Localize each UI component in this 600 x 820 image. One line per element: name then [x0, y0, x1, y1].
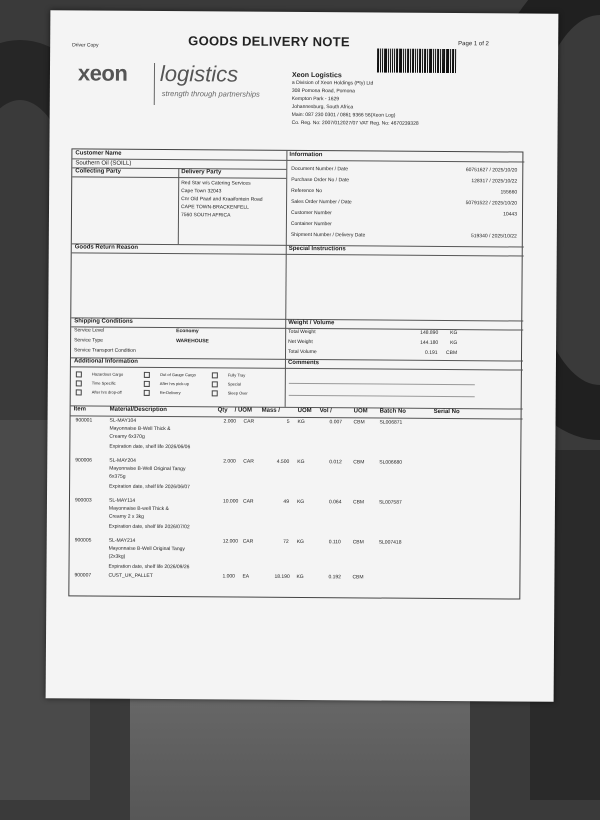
shipping-label: Service Transport Condition	[74, 347, 136, 354]
additional-info-checkboxes	[76, 369, 248, 397]
info-row	[291, 188, 521, 200]
barcode-bar	[380, 49, 381, 73]
item-description: Mayonnaise B-Well Thick &	[109, 425, 171, 433]
barcode-bar	[450, 49, 451, 73]
item-volume: 0.064	[328, 499, 342, 506]
barcode-bar	[396, 49, 398, 73]
info-label: Container Number	[290, 220, 332, 228]
shipping-label: Service Level	[74, 327, 105, 334]
item-mass-uom: KG	[297, 418, 305, 426]
info-value: 10443	[503, 211, 518, 218]
barcode-bar	[394, 49, 395, 73]
item-description: Mayonnaise B-Well Original Tangy	[109, 465, 186, 473]
info-label: Reference No	[291, 187, 323, 195]
barcode-bar	[415, 49, 416, 73]
item-expiry: Expiration date, shelf life 2026/09/26	[108, 563, 190, 571]
col-header-uom: / UOM	[234, 407, 252, 414]
info-row	[291, 177, 521, 189]
item-mass: 49	[283, 498, 290, 505]
delivery-note-paper	[46, 10, 559, 702]
item-description: Creamy 6x370g	[109, 433, 145, 440]
checkbox[interactable]	[144, 381, 150, 387]
checkbox-label: After hrs pick-up	[159, 381, 189, 387]
delivery-line: Red Star w/s Catering Services	[181, 180, 251, 187]
grid-line	[286, 160, 524, 163]
item-code: CUST_UK_PALLET	[108, 572, 153, 579]
barcode-bar	[410, 49, 411, 73]
barcode-bar	[377, 49, 379, 73]
barcode-icon	[377, 49, 457, 74]
item-mass-uom: KG	[296, 573, 304, 581]
company-line: Johannesburg, South Africa	[291, 103, 354, 111]
item-description: (2x3kg)	[108, 553, 126, 560]
comment-line	[289, 395, 475, 397]
item-mass: 4.500	[276, 458, 290, 465]
logo-divider	[154, 63, 155, 105]
customer-name-value: Southern Oil (SOILL)	[75, 160, 132, 167]
comments-header: Comments	[287, 359, 319, 367]
company-address-block	[292, 72, 532, 129]
barcode-bar	[382, 49, 383, 73]
item-batch: SL006680	[379, 459, 403, 466]
goods-return-header: Goods Return Reason	[74, 244, 139, 251]
item-code: SL-MAY104	[109, 417, 137, 424]
customer-name-header: Customer Name	[75, 150, 122, 157]
weight-value: 0.191	[425, 349, 438, 356]
info-value: 155660	[500, 189, 518, 196]
item-number: 900005	[74, 537, 92, 544]
info-value: 60751627 / 2025/10/20	[465, 167, 518, 174]
company-line: Main: 087 230 0301 / 0861 9366 56(Xeon Log)	[291, 111, 396, 119]
item-mass-uom: KG	[297, 458, 305, 466]
document-title: GOODS DELIVERY NOTE	[188, 33, 350, 50]
information-header: Information	[289, 151, 323, 159]
item-batch: SL007418	[378, 539, 402, 546]
item-code: SL-MAY214	[108, 537, 136, 544]
info-label: Customer Number	[290, 209, 332, 217]
item-uom: CAR	[243, 418, 255, 425]
info-value: 519340 / 2025/10/22	[470, 233, 517, 240]
shipping-conditions-header: Shipping Conditions	[74, 318, 133, 325]
info-row	[291, 210, 521, 222]
item-volume-uom: CBM	[352, 499, 365, 506]
item-mass: 72	[283, 538, 289, 545]
info-row	[291, 221, 521, 233]
barcode-bar	[441, 49, 442, 73]
logo-word: logistics	[159, 61, 239, 87]
barcode-bar	[433, 49, 434, 73]
barcode-bar	[399, 49, 402, 73]
item-volume: 0.192	[328, 574, 341, 581]
checkbox[interactable]	[76, 380, 82, 386]
checkbox[interactable]	[144, 390, 150, 396]
item-expiry: Expiration date, shelf life 2026/06/07	[109, 483, 190, 491]
barcode-bar	[429, 49, 432, 73]
collecting-party-header: Collecting Party	[75, 168, 121, 175]
company-line: Kempton Park - 1629	[291, 95, 340, 103]
company-line: a Division of Xeon Holdings (Pty) Ltd	[291, 79, 374, 87]
item-description: Mayonnaise B-well Thick &	[108, 505, 169, 513]
checkbox[interactable]	[212, 372, 218, 378]
company-name: Xeon Logistics	[291, 71, 342, 80]
checkbox-label: Special	[227, 381, 241, 387]
item-volume: 0.012	[329, 459, 342, 466]
info-value: 128317 / 2025/10/22	[471, 178, 518, 185]
item-volume-uom: CBM	[352, 539, 364, 546]
weight-unit: KG	[450, 340, 458, 347]
additional-info-header: Additional Information	[73, 358, 138, 365]
grid-line	[72, 252, 524, 256]
logo-tagline: strength through partnerships	[161, 89, 260, 99]
item-qty: 1.000	[222, 573, 235, 580]
item-uom: CAR	[242, 498, 254, 505]
item-description: Creamy 2 x 3kg	[108, 513, 144, 520]
delivery-line: Cnr Old Paarl and Kraaifontein Road	[181, 196, 263, 203]
checkbox-label: Out of Gauge Cargo	[159, 372, 196, 378]
barcode-bar	[417, 49, 418, 73]
info-row	[291, 232, 521, 244]
barcode-bar	[422, 49, 423, 73]
barcode-bar	[407, 49, 409, 73]
item-description: Mayonnaise B-Well Original Tangy	[108, 545, 185, 553]
checkbox-label: After hrs drop-off	[91, 389, 122, 395]
checkbox[interactable]	[212, 381, 218, 387]
barcode-bar	[384, 49, 387, 73]
item-code: SL-MAY114	[108, 497, 136, 504]
col-header-batch: Batch No	[379, 408, 406, 415]
checkbox-label: Fully Tray	[227, 372, 246, 378]
item-qty: 10.000	[222, 498, 239, 505]
info-row	[291, 199, 521, 211]
info-value: 50791522 / 2025/10/20	[465, 200, 518, 207]
grid-divider	[178, 168, 180, 244]
item-mass: 5	[286, 418, 290, 425]
col-header-item: Item	[73, 406, 86, 413]
col-header-vol: Vol /	[319, 408, 332, 415]
item-qty: 12.000	[222, 538, 239, 545]
item-mass-uom: KG	[296, 498, 305, 506]
info-row	[291, 166, 521, 178]
col-header-mass: Mass /	[261, 407, 280, 414]
company-line: Co. Reg. No: 2007/012027/07 VAT Reg. No: 4670239328	[291, 119, 419, 127]
item-volume: 0.110	[328, 539, 341, 546]
checkbox-label: Time Specific	[91, 380, 116, 386]
shipping-value: Economy	[176, 328, 199, 335]
weight-label: Total Volume	[288, 348, 317, 356]
driver-copy-label: Driver Copy	[72, 42, 99, 49]
weight-volume-header: Weight / Volume	[288, 319, 335, 327]
comment-line	[289, 383, 475, 385]
item-qty: 2.000	[223, 418, 237, 425]
info-label: Document Number / Date	[291, 165, 349, 173]
logo-brand: xeon	[77, 60, 128, 86]
info-label: Sales Order Number / Date	[291, 198, 352, 206]
item-expiry: Expiration date, shelf life 2026/07/02	[108, 523, 190, 531]
delivery-line: Cape Town 32043	[181, 188, 222, 195]
barcode-bar	[455, 49, 456, 73]
barcode-bar	[427, 49, 428, 73]
barcode-bar	[403, 49, 404, 73]
col-header-mass-uom: UOM	[297, 407, 312, 415]
item-qty: 2.000	[223, 458, 236, 465]
checkbox[interactable]	[76, 371, 82, 377]
item-volume-uom: CBM	[353, 419, 365, 426]
barcode-bar	[412, 49, 415, 73]
item-uom: CAR	[243, 458, 254, 465]
checkbox-label: Hazardous Cargo	[91, 371, 124, 377]
barcode-bar	[389, 49, 391, 73]
item-uom: EA	[242, 573, 250, 580]
item-number: 900001	[75, 417, 93, 424]
checkbox-label: Re-Delivery	[159, 390, 181, 396]
col-header-serial: Serial No	[433, 408, 460, 416]
weight-value: 148.890	[420, 329, 439, 336]
item-code: SL-MAY204	[109, 457, 136, 464]
item-number: 900007	[74, 572, 92, 579]
item-number: 900006	[75, 457, 92, 464]
col-header-qty: Qty	[217, 407, 228, 414]
delivery-line: 7560 SOUTH AFRICA	[180, 212, 231, 219]
weight-value: 144.180	[420, 339, 439, 346]
barcode-bar	[405, 49, 406, 73]
weight-label: Total Weight	[288, 328, 316, 336]
item-expiry: Expiration date, shelf life 2026/06/06	[109, 443, 191, 451]
weight-unit: KG	[450, 330, 458, 337]
weight-unit: CBM	[446, 350, 458, 357]
item-volume: 0.007	[329, 419, 343, 426]
barcode-bar	[437, 49, 439, 73]
barcode-bar	[419, 49, 421, 73]
shipping-value: WAREHOUSE	[176, 338, 209, 345]
checkbox[interactable]	[76, 389, 82, 395]
item-mass-uom: KG	[296, 538, 304, 546]
col-header-vol-uom: UOM	[353, 408, 368, 415]
delivery-line: CAPE TOWN-BRACKENFELL	[181, 204, 249, 211]
barcode-bar	[452, 49, 454, 73]
company-line: 308 Pomona Road, Pomona	[291, 87, 355, 95]
barcode-bar	[443, 49, 445, 73]
checkbox[interactable]	[144, 372, 150, 378]
item-mass: 18.190	[274, 573, 290, 580]
page-number: Page 1 of 2	[458, 41, 489, 48]
item-volume-uom: CBM	[352, 574, 364, 581]
checkbox[interactable]	[212, 390, 218, 396]
item-batch: SL006871	[379, 419, 403, 426]
checkbox-label: Sleep Over	[227, 390, 248, 396]
barcode-bar	[446, 49, 449, 73]
shipping-label: Service Type	[74, 337, 103, 344]
item-description: 6x375g	[109, 473, 126, 480]
info-label: Shipment Number / Delivery Date	[290, 231, 366, 239]
barcode-bar	[440, 49, 441, 73]
info-label: Purchase Order No / Date	[291, 176, 350, 184]
delivery-party-header: Delivery Party	[181, 169, 222, 176]
weight-label: Net Weight	[288, 338, 313, 346]
special-instructions-header: Special Instructions	[288, 245, 346, 253]
item-batch: SL007587	[378, 499, 402, 506]
col-header-material: Material/Description	[109, 406, 167, 414]
barcode-bar	[424, 49, 426, 73]
item-volume-uom: CBM	[353, 459, 365, 466]
item-number: 900003	[74, 497, 92, 504]
barcode-bar	[388, 49, 389, 73]
item-uom: CAR	[242, 538, 254, 545]
barcode-bar	[392, 49, 393, 73]
barcode-bar	[435, 49, 436, 73]
delivery-party-address	[181, 179, 263, 220]
